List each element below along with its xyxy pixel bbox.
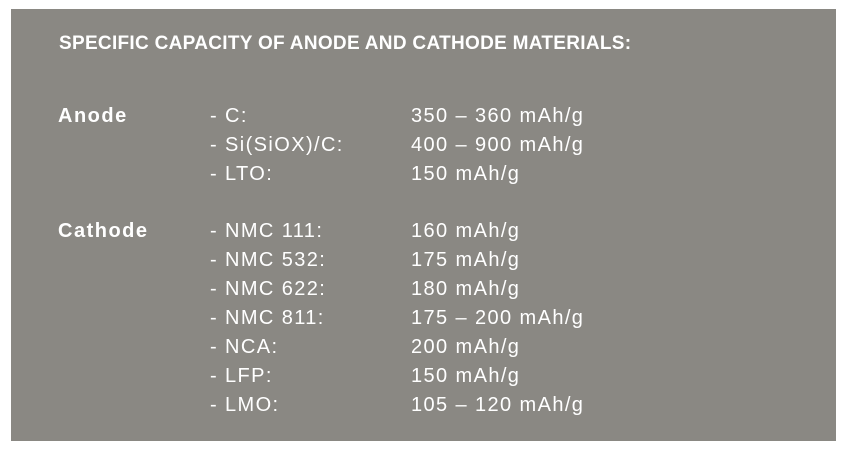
material-name: - LTO: — [210, 163, 274, 185]
material-name: - LFP: — [210, 365, 273, 387]
material-capacity: 175 – 200 mAh/g — [411, 307, 585, 329]
material-row — [11, 365, 836, 394]
material-row — [11, 134, 836, 163]
material-row — [11, 307, 836, 336]
material-capacity: 200 mAh/g — [411, 336, 521, 358]
material-capacity: 150 mAh/g — [411, 365, 521, 387]
material-capacity: 150 mAh/g — [411, 163, 521, 185]
material-name: - Si(SiOX)/C: — [210, 134, 344, 156]
capacity-panel — [11, 9, 836, 441]
material-capacity: 160 mAh/g — [411, 220, 521, 242]
anode-label: Anode — [58, 105, 128, 127]
material-row — [11, 163, 836, 192]
material-row — [11, 278, 836, 307]
material-row — [11, 105, 836, 134]
material-name: - NMC 622: — [210, 278, 327, 300]
panel-title: SPECIFIC CAPACITY OF ANODE AND CATHODE MATERIALS: — [59, 33, 632, 54]
material-row — [11, 249, 836, 278]
material-row — [11, 336, 836, 365]
material-row — [11, 394, 836, 423]
material-name: - NCA: — [210, 336, 279, 358]
material-capacity: 175 mAh/g — [411, 249, 521, 271]
material-capacity: 105 – 120 mAh/g — [411, 394, 585, 416]
material-capacity: 400 – 900 mAh/g — [411, 134, 585, 156]
cathode-label: Cathode — [58, 220, 149, 242]
material-name: - LMO: — [210, 394, 280, 416]
material-name: - NMC 111: — [210, 220, 324, 242]
material-capacity: 180 mAh/g — [411, 278, 521, 300]
material-row — [11, 220, 836, 249]
material-name: - NMC 532: — [210, 249, 327, 271]
material-name: - C: — [210, 105, 248, 127]
material-capacity: 350 – 360 mAh/g — [411, 105, 585, 127]
material-name: - NMC 811: — [210, 307, 325, 329]
